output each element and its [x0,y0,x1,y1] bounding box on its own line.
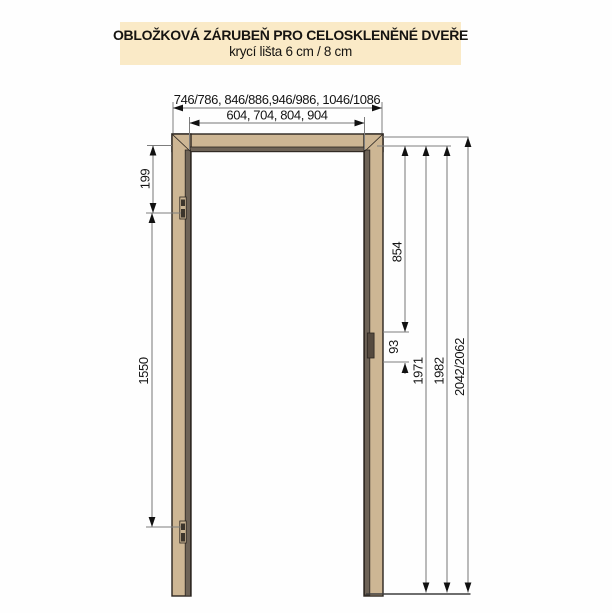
dim-label-854: 854 [389,241,405,263]
dim-overall-height [452,137,468,593]
dim-label-2042-2062: 2042/2062 [451,338,467,396]
page-subtitle: krycí lišta 6 cm / 8 cm [229,44,352,59]
dim-top-hinge-offset [137,146,172,214]
right-rebate-stripe [365,150,370,595]
dim-clear-height [410,146,426,593]
dim-strike-height [383,332,409,374]
strike-plate [367,333,374,358]
page-title: OBLOŽKOVÁ ZÁRUBEŇ PRO CELOSKLENĚNÉ DVEŘE [112,27,469,43]
dim-label-93: 93 [385,340,401,354]
head-rebate-stripe [190,147,364,152]
hinge-top [180,197,186,219]
dim-label-outer-width: 746/786, 846/886,946/986, 1046/1086 [173,92,381,107]
dim-label-1982: 1982 [431,357,447,385]
dim-top-to-strike [389,146,405,332]
dim-label-inner-width: 604, 704, 804, 904 [226,107,328,123]
dim-label-199: 199 [137,168,153,190]
dim-label-1971: 1971 [410,357,426,385]
door-frame [172,134,383,596]
hinge-bottom [180,521,186,543]
dim-label-1550: 1550 [135,357,151,385]
dim-frame-height [431,146,447,593]
